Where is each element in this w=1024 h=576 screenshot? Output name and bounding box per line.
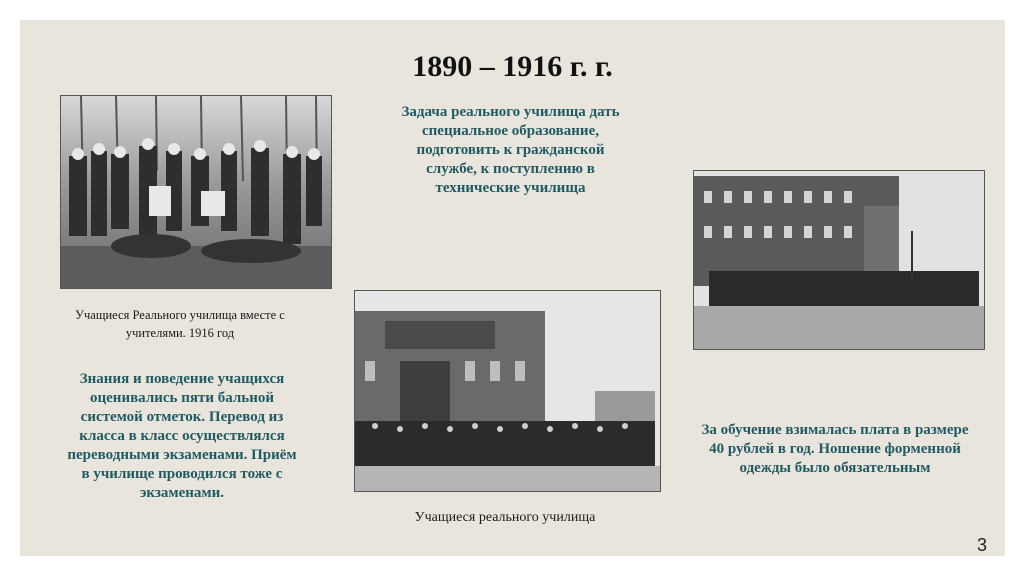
goal-text: Задача реального училища дать специальное образование, подготовить к гражданской службе, к поступлению в технические училища: [401, 104, 620, 196]
photo-school-students-group: [354, 290, 661, 492]
photo1-caption: Учащиеся Реального училища вместе с учителями. 1916 год: [75, 308, 285, 340]
photo2-caption: Учащиеся реального училища: [414, 510, 596, 525]
fee-text: За обучение взималась плата в размере 40 рублей в год. Ношение форменной одежды было обязательным: [701, 422, 969, 476]
slide: [20, 20, 1005, 556]
slide-title: 1890 – 1916 г. г.: [412, 50, 613, 83]
knowledge-text: Знания и поведение учащихся оценивались пяти бальной системой отметок. Перевод из класса в класс осуществлялся переводными экзаменами. Приём в училище проводился тоже с экзаменами.: [67, 371, 297, 501]
photo-students-teachers: [60, 95, 332, 289]
page-number: 3: [976, 535, 987, 555]
photo-school-building-parade: [693, 170, 985, 350]
